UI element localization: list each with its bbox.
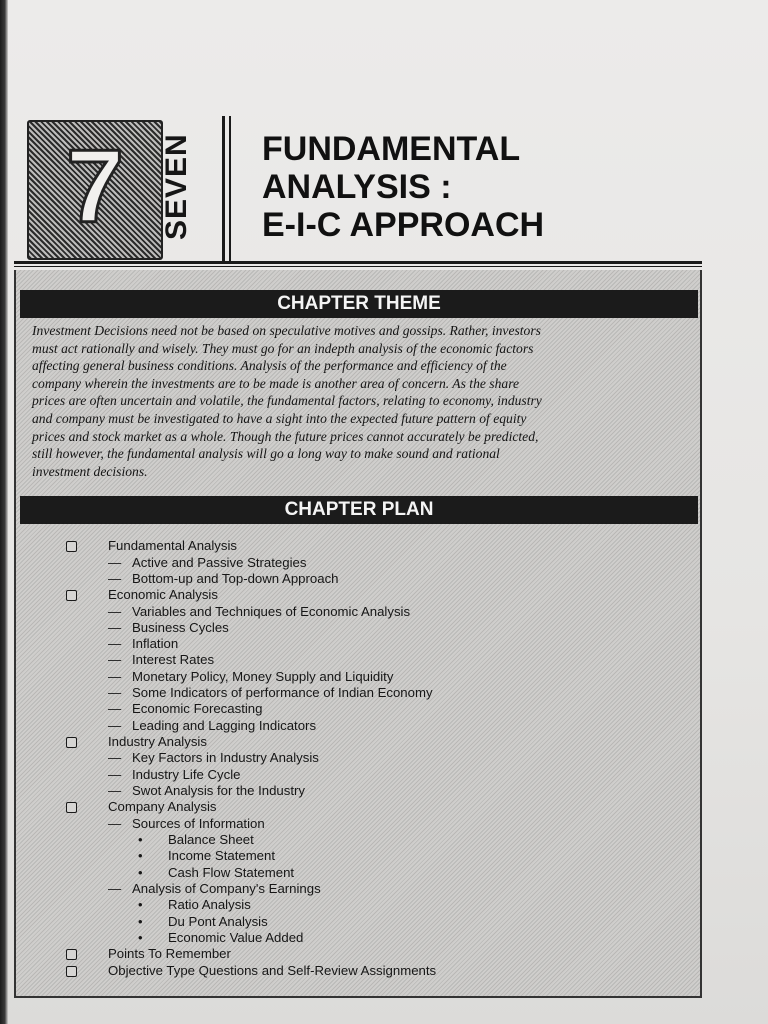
header-rule-thick <box>14 261 702 264</box>
chapter-number: 7 <box>66 129 124 245</box>
plan-bullet-label: Du Pont Analysis <box>168 913 268 929</box>
plan-subtopic-label: Active and Passive Strategies <box>132 554 307 570</box>
plan-bullet <box>16 897 696 913</box>
chapter-plan-list <box>16 538 696 979</box>
title-divider-thick <box>222 116 225 262</box>
chapter-theme-text <box>32 322 700 480</box>
plan-subtopic: — Bottom-up and Top-down Approach <box>108 570 339 586</box>
chapter-theme-heading: CHAPTER THEME <box>20 290 698 318</box>
chapter-number-word: SEVEN <box>160 133 193 241</box>
chapter-plan-heading: CHAPTER PLAN <box>20 496 698 524</box>
chapter-title-line-3: E-I-C APPROACH <box>262 206 545 244</box>
plan-subtopic: — Variables and Techniques of Economic Analysis <box>108 603 411 619</box>
plan-bullet <box>16 865 696 881</box>
plan-topic <box>16 734 696 751</box>
plan-item <box>16 587 696 734</box>
plan-subtopic: — Inflation <box>108 636 179 652</box>
theme-line: affecting general business conditions. Analysis of the performance and efficiency of the <box>32 358 507 374</box>
plan-subtopic: — Interest Rates <box>108 652 215 668</box>
plan-subtopic: — Key Factors in Industry Analysis <box>108 750 319 766</box>
theme-line: still however, the fundamental analysis will go a long way to make sound and rational <box>32 446 500 462</box>
chapter-title <box>262 130 682 244</box>
chapter-overview-panel <box>14 270 702 998</box>
plan-bullet-label: Income Statement <box>168 848 276 864</box>
plan-bullet-label: Ratio Analysis <box>168 897 251 913</box>
checkbox-icon <box>66 541 77 552</box>
plan-subtopic: — Analysis of Company's Earnings <box>108 881 321 897</box>
bullet-icon: • <box>138 832 143 848</box>
checkbox-icon <box>66 949 77 960</box>
plan-subtopic-label: Some Indicators of performance of Indian Economy <box>132 685 433 701</box>
plan-subtopic: — Monetary Policy, Money Supply and Liquidity <box>108 668 394 684</box>
checkbox-icon <box>66 737 77 748</box>
plan-topic-label: Industry Analysis <box>108 733 207 749</box>
plan-subtopic: — Active and Passive Strategies <box>108 554 307 570</box>
plan-topic <box>16 963 696 980</box>
plan-subtopic-label: Business Cycles <box>132 619 229 635</box>
page-binding-shadow <box>0 0 8 1024</box>
plan-bullet-label: Cash Flow Statement <box>168 864 295 880</box>
plan-subtopic-label: Analysis of Company's Earnings <box>132 881 321 897</box>
plan-bullet <box>16 930 696 946</box>
plan-subtopic-label: Leading and Lagging Indicators <box>132 717 317 733</box>
plan-subtopic-label: Inflation <box>132 636 179 652</box>
chapter-title-line-2: ANALYSIS : <box>262 168 452 206</box>
plan-bullet <box>16 848 696 864</box>
plan-topic <box>16 587 696 604</box>
plan-subtopic-label: Sources of Information <box>132 815 265 831</box>
bullet-icon: • <box>138 929 143 945</box>
theme-line: Investment Decisions need not be based on speculative motives and gossips. Rather, investors <box>32 323 541 338</box>
plan-subtopic-label: Industry Life Cycle <box>132 766 241 782</box>
plan-subtopic: — Sources of Information <box>108 815 265 831</box>
plan-subtopic-label: Key Factors in Industry Analysis <box>132 750 319 766</box>
plan-topic <box>16 946 696 963</box>
plan-topic-label: Points To Remember <box>108 946 231 962</box>
plan-subtopic: — Business Cycles <box>108 619 229 635</box>
plan-subtopic-label: Interest Rates <box>132 652 215 668</box>
plan-topic-label: Fundamental Analysis <box>108 538 238 553</box>
plan-topic-label: Economic Analysis <box>108 587 218 603</box>
title-divider-thin <box>229 116 231 262</box>
chapter-title-line-1: FUNDAMENTAL <box>262 130 521 168</box>
theme-line: must act rationally and wisely. They must go for an indepth analysis of the economic factors <box>32 340 534 356</box>
plan-topic <box>16 538 696 555</box>
plan-item <box>16 538 696 587</box>
checkbox-icon <box>66 590 77 601</box>
plan-subtopic: — Economic Forecasting <box>108 701 263 717</box>
bullet-icon: • <box>138 864 143 880</box>
theme-line: investment decisions. <box>32 463 148 479</box>
plan-subtopic: — Swot Analysis for the Industry <box>108 783 305 799</box>
plan-subtopic: — Leading and Lagging Indicators <box>108 717 317 733</box>
plan-topic-label: Company Analysis <box>108 799 217 815</box>
bullet-icon: • <box>138 848 143 864</box>
checkbox-icon <box>66 966 77 977</box>
plan-subtopic: — Industry Life Cycle <box>108 766 241 782</box>
plan-bullet-label: Economic Value Added <box>168 929 304 945</box>
theme-line: prices are often uncertain and volatile, the fundamental factors, relating to economy, industry <box>32 393 542 409</box>
bullet-icon: • <box>138 913 143 929</box>
plan-subtopic-label: Variables and Techniques of Economic Analysis <box>132 603 411 619</box>
theme-line: company wherein the investments are to be made is another area of concern. As the share <box>32 375 520 391</box>
plan-item <box>16 963 696 980</box>
plan-subtopic: — Some Indicators of performance of Indian Economy <box>108 685 433 701</box>
plan-item <box>16 946 696 963</box>
theme-line: and company must be investigated to have a sight into the expected future pattern of equity <box>32 410 527 426</box>
plan-bullet-label: Balance Sheet <box>168 832 254 848</box>
plan-subtopic-label: Swot Analysis for the Industry <box>132 783 305 799</box>
plan-subtopic-label: Bottom-up and Top-down Approach <box>132 570 339 586</box>
plan-bullet <box>16 832 696 848</box>
chapter-number-block <box>27 120 163 260</box>
plan-subtopic-label: Economic Forecasting <box>132 701 263 717</box>
plan-item <box>16 734 696 799</box>
checkbox-icon <box>66 802 77 813</box>
theme-line: prices and stock market as a whole. Though the future prices cannot accurately be predicted, <box>32 428 539 444</box>
plan-bullet <box>16 914 696 930</box>
plan-subtopic-label: Monetary Policy, Money Supply and Liquidity <box>132 668 394 684</box>
plan-item <box>16 799 696 946</box>
bullet-icon: • <box>138 897 143 913</box>
plan-topic <box>16 799 696 816</box>
header-rule-thin <box>14 266 702 267</box>
plan-topic-label: Objective Type Questions and Self-Review Assignments <box>108 962 437 978</box>
